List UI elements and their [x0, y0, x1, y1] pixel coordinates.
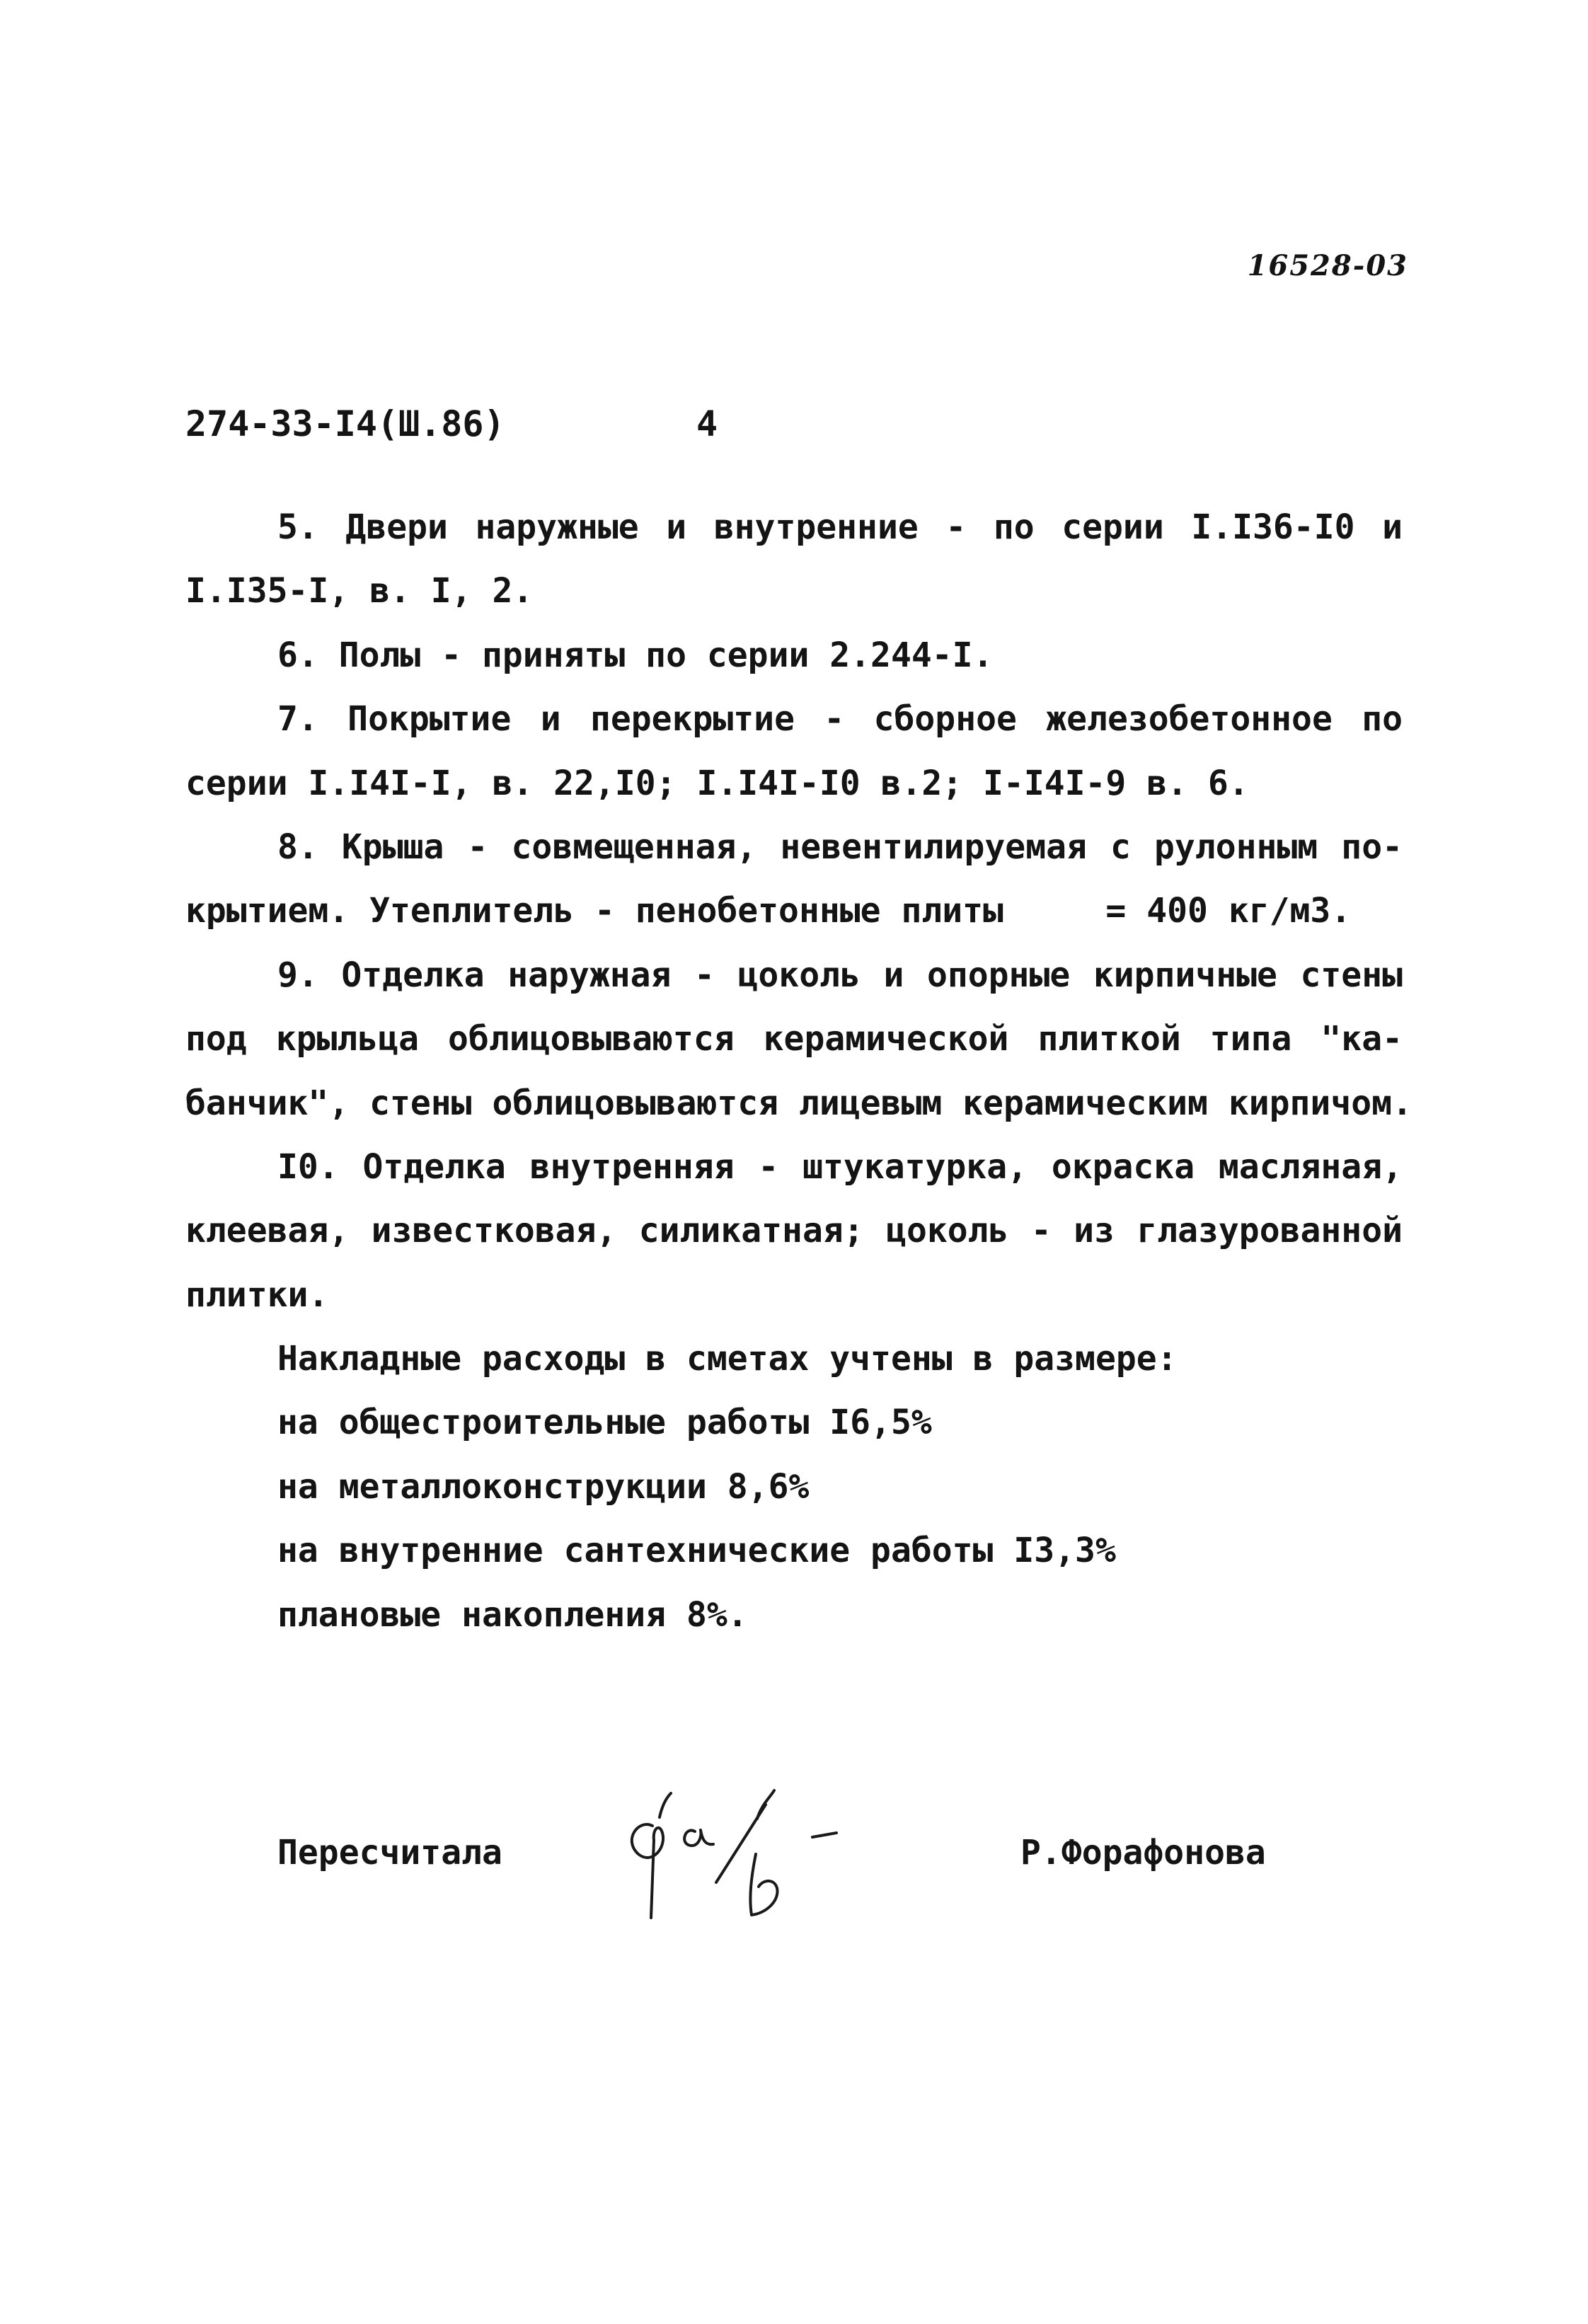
paragraph-7-line-1: 7. Покрытие и перекрытие - сборное железобетонное по: [277, 699, 1403, 740]
overhead-item: на внутренние сантехнические работы I3,3%: [277, 1531, 1116, 1571]
paragraph-10-line-2: клеевая, известковая, силикатная; цоколь - из глазурованной: [185, 1211, 1403, 1251]
handwritten-signature: [610, 1776, 865, 1925]
paragraph-5-line-2: I.I35-I, в. I, 2.: [185, 571, 534, 611]
overhead-item: на металлоконструкции 8,6%: [277, 1466, 810, 1507]
document-body: [185, 495, 1412, 1647]
signature-block: [185, 1790, 1388, 1932]
document-header: [185, 403, 1035, 453]
signer-role: Пересчитала: [277, 1833, 502, 1873]
paragraph-6-line-1: 6. Полы - приняты по серии 2.244-I.: [277, 635, 994, 675]
paragraph-8-line-2: крытием. Утеплитель - пенобетонные плиты = 400 кг/м3.: [185, 891, 1352, 931]
page-number: 4: [696, 403, 718, 444]
overhead-intro: Накладные расходы в сметах учтены в размере:: [277, 1339, 1178, 1379]
archive-stamp-number: 16528-03: [1247, 249, 1408, 282]
overhead-item: плановые накопления 8%.: [277, 1594, 748, 1635]
paragraph-10-line-3: плитки.: [185, 1275, 329, 1315]
paragraph-8-line-1: 8. Крыша - совмещенная, невентилируемая с рулонным по-: [277, 827, 1403, 867]
paragraph-9-line-2: под крыльца облицовываются керамической плиткой типа "ка-: [185, 1019, 1403, 1059]
overhead-item: на общестроительные работы I6,5%: [277, 1403, 932, 1443]
document-code: 274-33-I4(Ш.86): [185, 403, 505, 444]
signer-name: Р.Форафонова: [1020, 1833, 1266, 1873]
paragraph-9-line-1: 9. Отделка наружная - цоколь и опорные кирпичные стены: [277, 955, 1403, 995]
paragraph-7-line-2: серии I.I4I-I, в. 22,I0; I.I4I-I0 в.2; I-I4I-9 в. 6.: [185, 763, 1249, 803]
paragraph-10-line-1: I0. Отделка внутренняя - штукатурка, окраска масляная,: [277, 1146, 1403, 1187]
paragraph-5-line-1: 5. Двери наружные и внутренние - по серии I.I36-I0 и: [277, 507, 1403, 547]
paragraph-9-line-3: банчик", стены облицовываются лицевым керамическим кирпичом.: [185, 1083, 1412, 1123]
